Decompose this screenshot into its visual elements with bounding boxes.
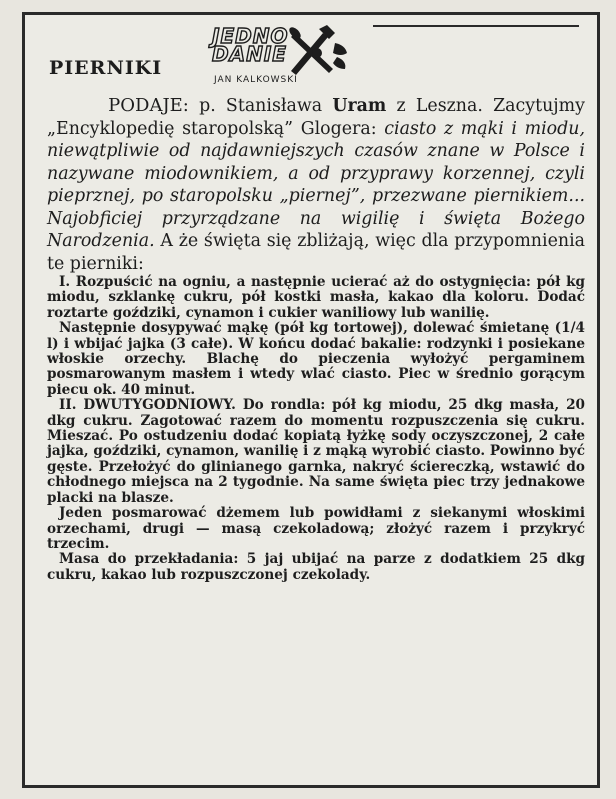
recipe-paragraph: Jeden posmarować dżemem lub powidłami z siekanymi włoskimi orzechami, drugi — masą czekoladową; złożyć razem i przykryć trzecim. <box>47 505 585 552</box>
column-header <box>43 23 579 93</box>
article-body <box>47 95 585 583</box>
recipe-paragraph: Następnie dosypywać mąkę (pół kg tortowej), dolewać śmietanę (1/4 l) i wbijać jajka (3 całe). W końcu dodać bakalie: rodzynki i posiekane włoskie orzechy. Blachę do pieczenia wyłożyć pergaminem posmarowanym masłem i wtedy wlać ciasto. Piec w średnio gorącym piecu ok. 40 minut. <box>47 320 585 398</box>
column-logo-title: JEDNO DANIE <box>212 24 289 66</box>
intro-lead: PODAJE: <box>108 95 189 116</box>
intro-by: p. Stanisława <box>188 96 333 116</box>
column-author: JAN KALKOWSKI <box>214 75 298 85</box>
intro-quote: ciasto z mąki i miodu, niewątpliwie od najdawniejszych czasów znane w Polsce i nazywane miodownikiem, a od przyprawy korzennej, czyli pieprznej, po staropolsku „piernej”, przezwane piernikiem... Najobficiej przyrządzane na wigilię i święta Bożego Narodzenia. <box>47 118 586 251</box>
author-name: Uram <box>332 96 387 116</box>
recipe-paragraph: II. DWUTYGODNIOWY. Do rondla: pół kg miodu, 25 dkg masła, 20 dkg cukru. Zagotować razem do momentu rozpuszczenia się cukru. Mieszać. Po ostudzeniu dodać kopiatą łyżkę sody oczyszczonej, 2 całe jajka, goździki, cynamon, wanilię i z mąką wyrobić ciasto. Powinno być gęste. Przełożyć do glinianego garnka, nakryć ściereczką, wstawić do chłodnego miejsca na 2 tygodnie. Na same święta piec trzy jednakowe placki na blasze. <box>47 397 585 506</box>
cutlery-icon <box>283 23 353 77</box>
article-title: PIERNIKI <box>49 57 163 79</box>
newspaper-clipping <box>22 12 600 788</box>
recipe-paragraph: I. Rozpuścić na ogniu, a następnie ucierać aż do ostygnięcia: pół kg miodu, szklankę cukru, pół kostki masła, kakao dla koloru. Dodać roztarte goździki, cynamon i cukier waniliowy lub wanilię. <box>47 274 585 321</box>
intro-place: z Leszna. Zacytujmy „Encyklopedię staropolską” Glogera: <box>47 96 585 139</box>
intro-end: A że święta się zbliżają, więc dla przypomnienia te pierniki: <box>47 231 585 274</box>
column-logo <box>208 23 358 93</box>
header-rule <box>373 25 579 27</box>
recipe-paragraph: Masa do przekładania: 5 jaj ubijać na parze z dodatkiem 25 dkg cukru, kakao lub rozpuszczonej czekolady. <box>47 551 585 583</box>
article-intro <box>47 95 585 275</box>
